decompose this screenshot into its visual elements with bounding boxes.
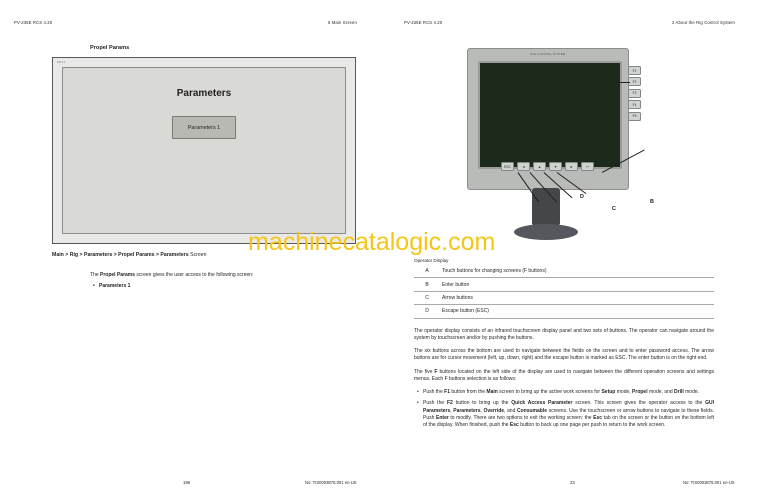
enter-button[interactable]: ↵ — [581, 162, 594, 171]
right-page-column — [414, 42, 714, 433]
footer-right-page: 23 — [570, 480, 575, 485]
callout-d: D — [580, 194, 584, 200]
section-title: Propel Params — [90, 45, 130, 51]
right-bullet-list — [414, 389, 714, 429]
bottom-button-row[interactable] — [501, 162, 594, 171]
f2-button[interactable]: F2 — [628, 77, 641, 86]
header-right-section: 2 About the Rig Control System — [672, 20, 735, 25]
figure-caption: Operator Display — [414, 258, 449, 263]
list-item: • Parameters 1 — [99, 283, 357, 291]
header-right-document: PV-235E RCS 4.20 — [404, 20, 443, 25]
footer-left-number: No: TIS0003876.001 en-US — [305, 480, 357, 485]
propel-params-screenshot — [52, 57, 356, 244]
right-body-text — [414, 328, 714, 430]
breadcrumb — [52, 252, 357, 258]
paragraph-2: The six buttons across the bottom are used to navigate between the fields on the screen and to enter password access. The arrow buttons are for cursor movement (left, up, down, right) and the escape button is marked as ESC. The enter button is on the right end. — [414, 348, 714, 362]
header-left-document: PV-235E RCS 4.20 — [14, 20, 53, 25]
breadcrumb-suffix: Screen — [188, 252, 207, 258]
monitor-stand-base — [514, 224, 578, 240]
list-item: • Push the F2 button to bring up the Quick Access Parameter screen. This screen gives the operator access to the GUI Parameters, Parameters, Override, and Consumable screens. Use the touchscreen or arrow buttons to navigate to these fields. Push Enter to modify. There are two options to exit the working screen: the Esc tab on the screen or the button on the bottom left of the display. When finished, push the Esc button to back up one page per push to return to the work screen. — [423, 400, 714, 429]
arrow-left-icon[interactable]: ◄ — [517, 162, 530, 171]
screen-tag: 6.8.4.1 — [57, 61, 65, 64]
left-page-column — [52, 45, 357, 290]
screen-inner-panel — [62, 67, 346, 234]
left-bullet-list — [90, 283, 357, 291]
arrow-up-icon[interactable]: ▲ — [533, 162, 546, 171]
left-body-text — [90, 272, 357, 290]
legend-text: Enter button — [440, 278, 714, 291]
f5-button[interactable]: F5 — [628, 112, 641, 121]
breadcrumb-path: Main > Rig > Parameters > Propel Params > Parameters — [52, 252, 189, 258]
f1-button[interactable]: F1 — [628, 66, 641, 75]
f4-button[interactable]: F4 — [628, 100, 641, 109]
arrow-down-icon[interactable]: ▼ — [549, 162, 562, 171]
arrow-right-icon[interactable]: ► — [565, 162, 578, 171]
watermark: machinecatalogic.com — [248, 228, 496, 256]
list-item: • Push the F1 button from the Main screen to bring up the active work screens for Setup mode, Propel mode, and Drill mode. — [423, 389, 714, 396]
footer-right-number: No: TIS0003876.001 en-US — [683, 480, 735, 485]
table-row — [414, 278, 714, 291]
monitor-screen — [478, 61, 622, 169]
legend-key: D — [414, 305, 440, 318]
legend-table — [414, 265, 714, 319]
escape-button[interactable]: ESC — [501, 162, 514, 171]
left-intro-paragraph: The Propel Params screen gives the user access to the following screen: — [90, 272, 254, 278]
monitor-brand-label: RIG CONTROL SYSTEM — [530, 53, 566, 56]
callout-c: C — [612, 206, 616, 212]
paragraph-3: The five F buttons located on the left side of the display are used to navigate between the different operation screens and settings menus. Each F buttons selection is as follows: — [414, 368, 714, 382]
footer-left-page: 198 — [183, 480, 190, 485]
legend-text: Arrow buttons — [440, 291, 714, 304]
legend-key: C — [414, 291, 440, 304]
header-left-section: 6 Main Screen — [328, 20, 357, 25]
legend-key: A — [414, 265, 440, 278]
table-row — [414, 305, 714, 318]
table-row — [414, 265, 714, 278]
legend-key: B — [414, 278, 440, 291]
legend-text: Touch buttons for changing screens (F buttons) — [440, 265, 714, 278]
monitor-stand-neck — [532, 188, 560, 226]
legend-text: Escape button (ESC) — [440, 305, 714, 318]
screen-heading: Parameters — [176, 88, 232, 99]
table-row — [414, 291, 714, 304]
paragraph-1: The operator display consists of an infrared touchscreen display panel and two sets of buttons. The operator can navigate around the system by touchscreen and/or by pushing the buttons. — [414, 327, 714, 341]
parameters-1-button[interactable]: Parameters 1 — [172, 116, 236, 139]
f-button-group[interactable] — [628, 66, 641, 121]
f3-button[interactable]: F3 — [628, 89, 641, 98]
leader-line-a — [617, 82, 630, 83]
operator-display-photo — [414, 42, 714, 257]
callout-b: B — [650, 199, 654, 205]
callout-a: A — [609, 78, 613, 84]
